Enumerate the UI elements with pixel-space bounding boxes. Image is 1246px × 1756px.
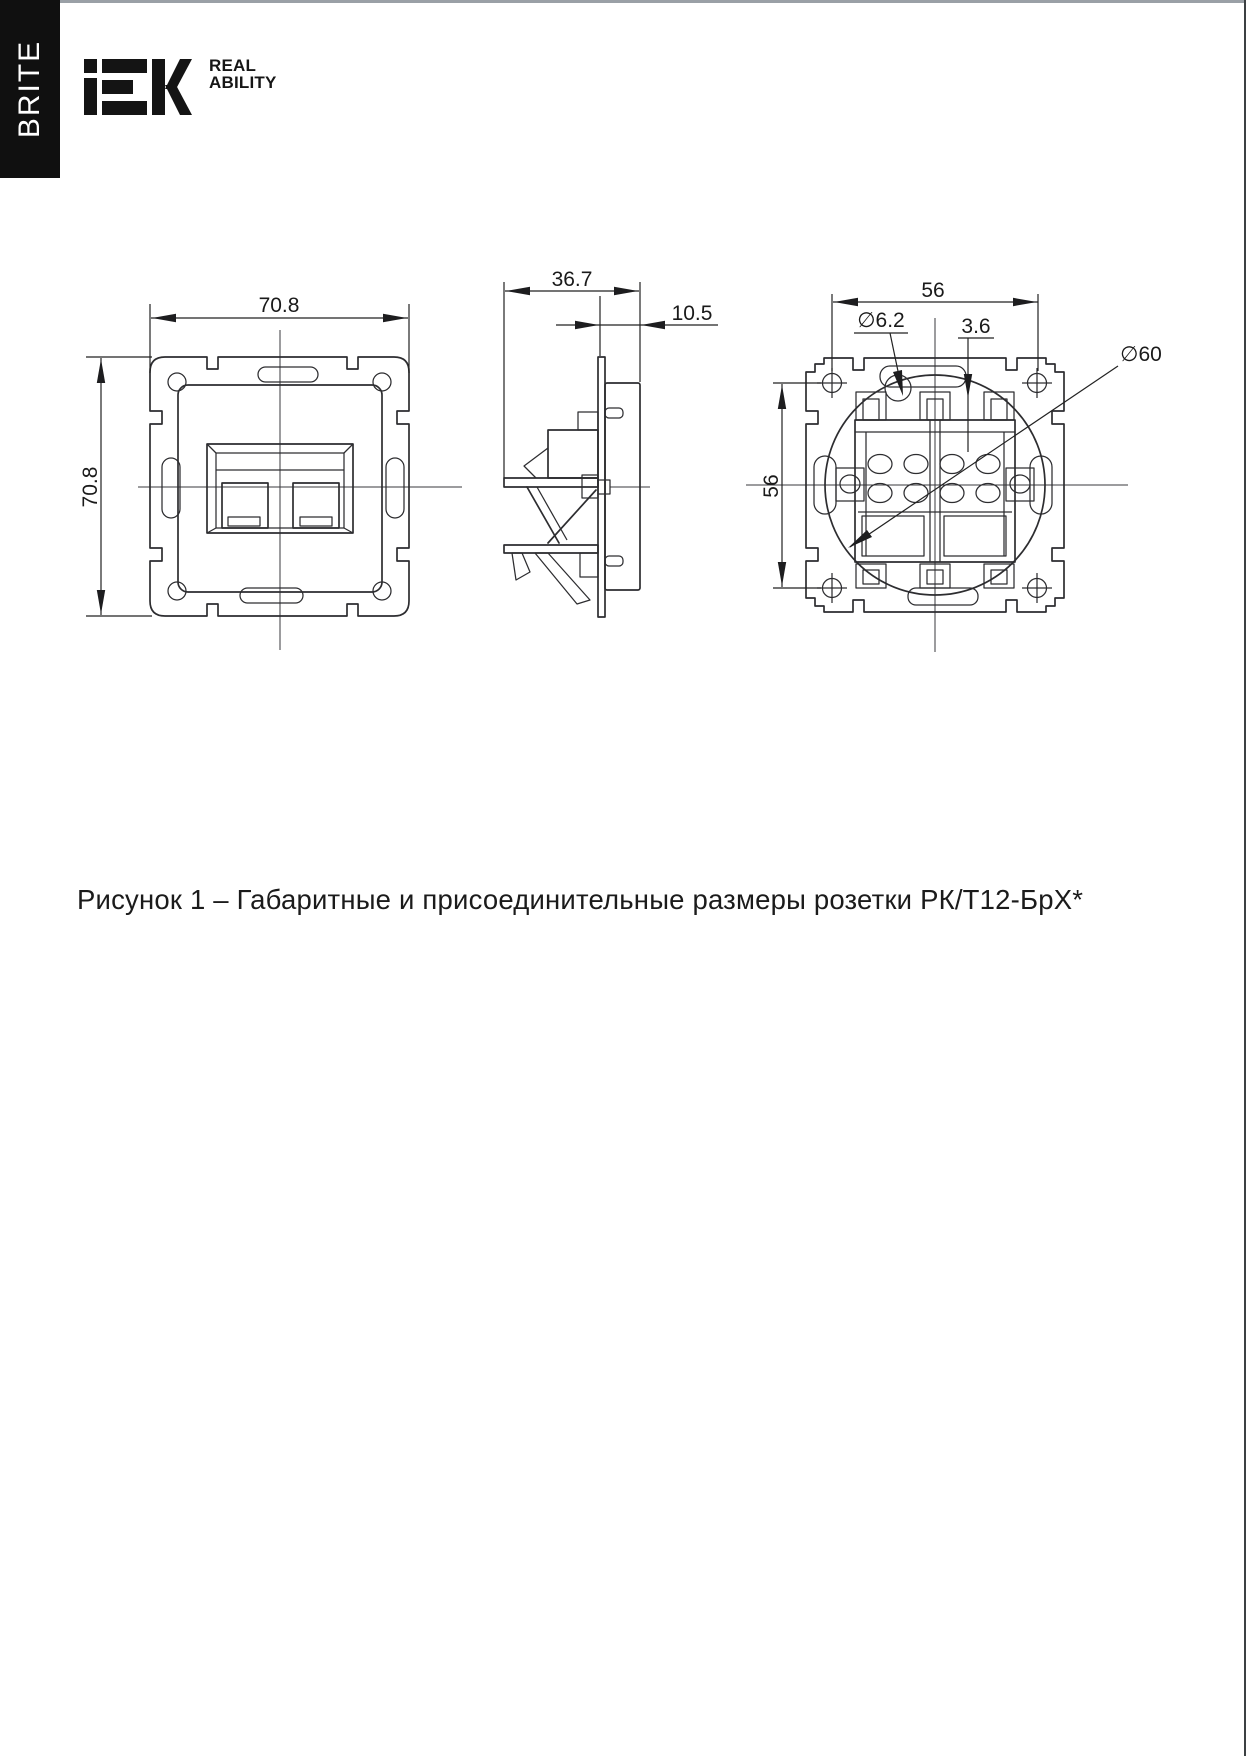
leader-claw-hole-diameter bbox=[854, 309, 908, 396]
dim-label-slot-width: 3.6 bbox=[961, 315, 991, 338]
dim-label-claw-hole-diameter: ∅6.2 bbox=[857, 309, 905, 332]
dim-label-back-height: 56 bbox=[760, 474, 783, 498]
front-view bbox=[138, 330, 452, 650]
technical-drawing bbox=[0, 0, 1246, 720]
dimension-side-depth bbox=[504, 268, 640, 478]
dim-label-side-front-depth: 10.5 bbox=[671, 302, 713, 325]
back-view bbox=[746, 318, 1128, 652]
side-view bbox=[428, 357, 650, 617]
dim-label-side-depth: 36.7 bbox=[551, 268, 593, 291]
dim-label-ring-diameter: ∅60 bbox=[1120, 343, 1162, 366]
figure-caption: Рисунок 1 – Габаритные и присоединительные размеры розетки РК/Т12-БрХ* bbox=[77, 884, 1084, 915]
dim-label-front-height: 70.8 bbox=[79, 466, 102, 508]
dim-label-back-width: 56 bbox=[921, 279, 945, 302]
tagline-line-1: REAL bbox=[209, 56, 257, 75]
series-label: BRITE bbox=[13, 39, 47, 139]
dimension-side-front-depth bbox=[556, 296, 718, 356]
tagline-line-2: ABILITY bbox=[209, 72, 277, 92]
dim-label-front-width: 70.8 bbox=[258, 294, 300, 317]
